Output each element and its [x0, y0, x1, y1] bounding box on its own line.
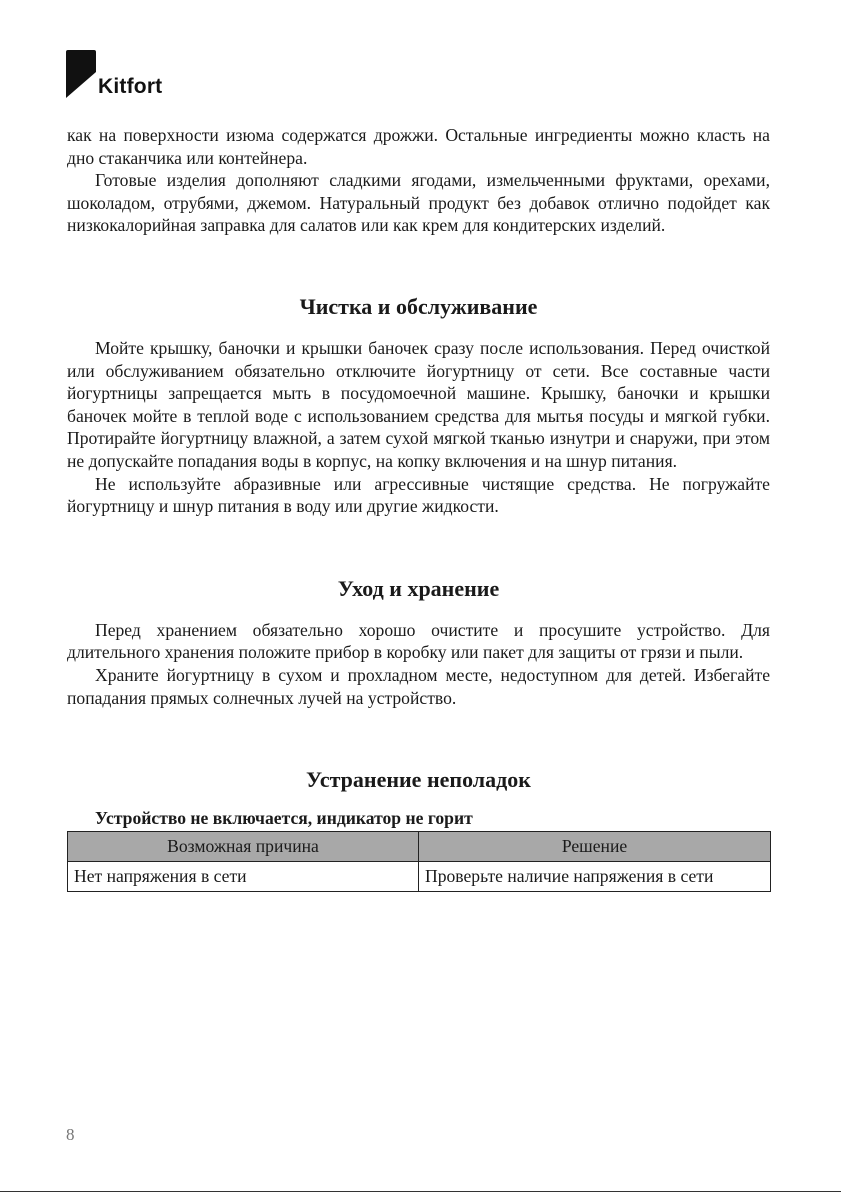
table-header-row — [68, 831, 771, 861]
care-paragraph-2: Храните йогуртницу в сухом и прохладном месте, недоступном для детей. Избегайте попадания прямых солнечных лучей на устройство. — [67, 664, 770, 708]
table-cell-cause: Нет напряжения в сети — [68, 861, 419, 891]
table-row — [68, 861, 771, 891]
care-paragraph-1: Перед хранением обязательно хорошо очистите и просушите устройство. Для длительного хранения положите прибор в коробку или пакет для защиты от грязи и пыли. — [67, 619, 770, 663]
table-cell-solution: Проверьте наличие напряжения в сети — [419, 861, 771, 891]
page-number: 8 — [66, 1125, 75, 1144]
section-title-troubleshooting: Устранение неполадок — [306, 767, 531, 793]
page-bottom-rule — [0, 1191, 841, 1192]
section-title-care: Уход и хранение — [337, 575, 500, 601]
cleaning-paragraph-2: Не используйте абразивные или агрессивные чистящие средства. Не погружайте йогуртницу и шнур питания в воду или другие жидкости. — [67, 473, 770, 517]
intro-paragraph-1: как на поверхности изюма содержатся дрожжи. Остальные ингредиенты можно класть на дно стаканчика или контейнера. — [67, 125, 770, 168]
problem-heading: Устройство не включается, индикатор не горит — [95, 808, 473, 829]
page-content — [67, 124, 770, 892]
column-header-cause: Возможная причина — [68, 831, 419, 861]
cleaning-paragraph-1: Мойте крышку, баночки и крышки баночек сразу после использования. Перед очисткой или обслуживанием обязательно отключите йогуртницу от сети. Все составные части йогуртницы запрещается мыть в посудомоечной машине. Крышку, баночки и крышки баночек мойте в теплой воде с использованием средства для мытья посуды и мягкой губки. Протирайте йогуртницу влажной, а затем сухой мягкой тканью изнутри и снаружи, при этом не допускайте попадания воды в корпус, на копку включения и на шнур питания. — [67, 337, 770, 471]
kitfort-logo-icon — [66, 50, 96, 98]
troubleshooting-table — [67, 831, 771, 892]
intro-paragraph-2: Готовые изделия дополняют сладкими ягодами, измельченными фруктами, орехами, шоколадом, отрубями, джемом. Натуральный продукт без добавок отлично подойдет как низкокалорийная заправка для салатов или как крем для кондитерских изделий. — [67, 170, 770, 236]
brand-name: Kitfort — [98, 75, 163, 98]
brand-logo — [66, 50, 162, 98]
section-title-cleaning: Чистка и обслуживание — [299, 293, 538, 319]
column-header-solution: Решение — [419, 831, 771, 861]
